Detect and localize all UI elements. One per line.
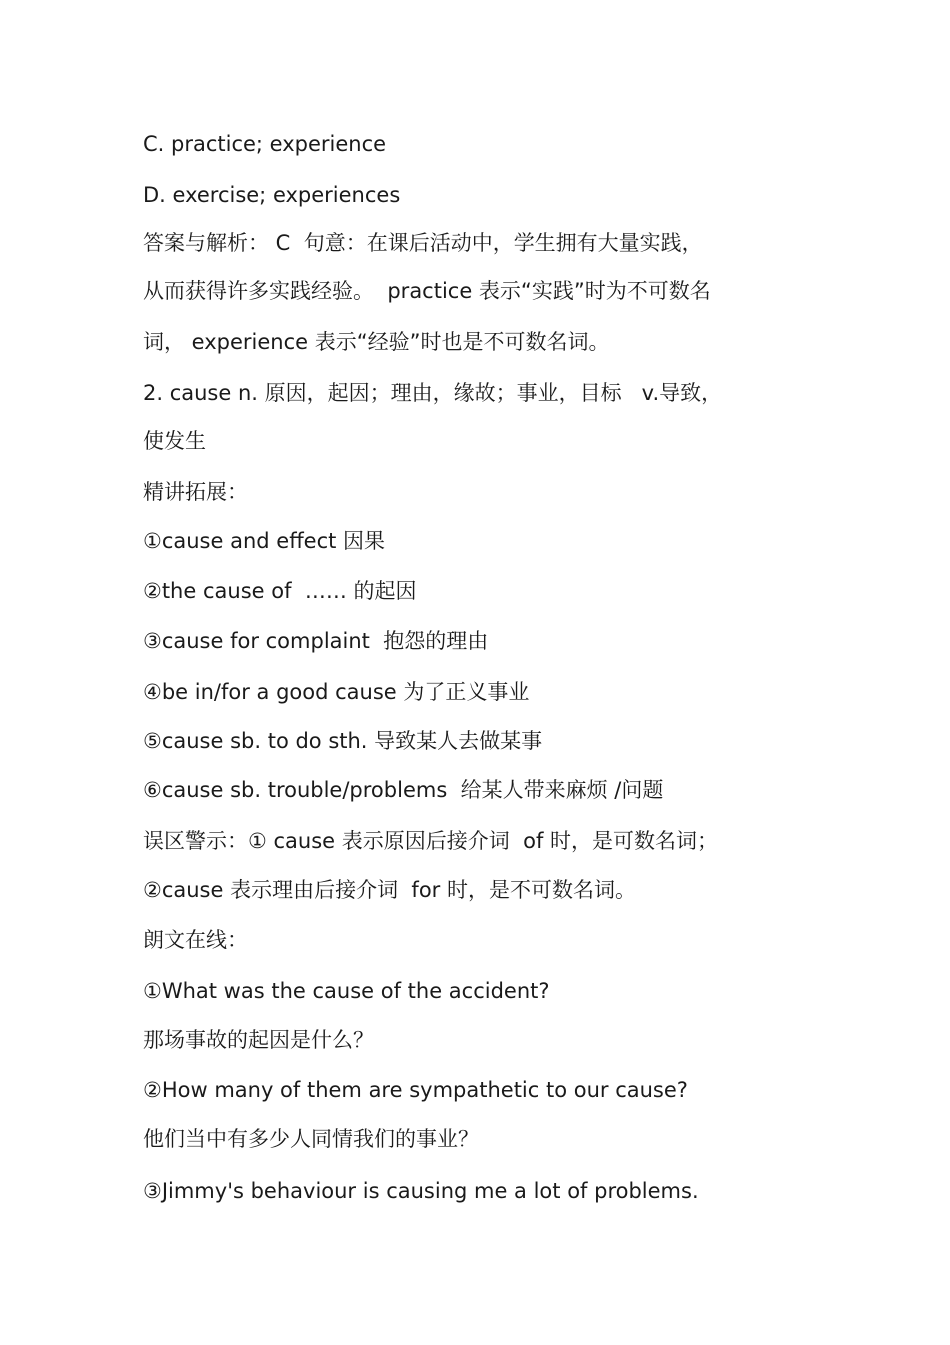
example-3-english: ③Jimmy's behaviour is causing me a lot of problems. (143, 1179, 699, 1203)
option-d: D. exercise; experiences (143, 183, 401, 207)
section-label-extension: 精讲拓展： (143, 480, 248, 504)
phrase-item-4: ④be in/for a good cause 为了正义事业 (143, 680, 530, 704)
phrase-item-6: ⑥cause sb. trouble/problems 给某人带来麻烦 /问题 (143, 778, 664, 802)
phrase-item-3: ③cause for complaint 抱怨的理由 (143, 629, 489, 653)
answer-explanation-line-1: 答案与解析： C 句意：在课后活动中，学生拥有大量实践， (143, 231, 703, 255)
example-2-chinese: 他们当中有多少人同情我们的事业？ (143, 1127, 479, 1151)
section-label-longman: 朗文在线： (143, 928, 248, 952)
example-1-english: ①What was the cause of the accident? (143, 979, 550, 1003)
option-c: C. practice; experience (143, 132, 387, 156)
phrase-item-1: ①cause and effect 因果 (143, 529, 386, 553)
phrase-item-5: ⑤cause sb. to do sth. 导致某人去做某事 (143, 729, 543, 753)
vocab-heading-cause-cont: 使发生 (143, 429, 206, 453)
warning-line-2: ②cause 表示理由后接介词 for 时，是不可数名词。 (143, 878, 636, 902)
answer-explanation-line-2: 从而获得许多实践经验。 practice 表示“实践”时为不可数名 (143, 279, 711, 303)
vocab-heading-cause: 2. cause n. 原因，起因；理由，缘故；事业，目标 v.导致， (143, 381, 723, 405)
warning-line-1: 误区警示：① cause 表示原因后接介词 of 时，是可数名词； (143, 829, 719, 853)
phrase-item-2: ②the cause of …… 的起因 (143, 579, 417, 603)
example-1-chinese: 那场事故的起因是什么？ (143, 1028, 374, 1052)
example-2-english: ②How many of them are sympathetic to our cause? (143, 1078, 688, 1102)
answer-explanation-line-3: 词， experience 表示“经验”时也是不可数名词。 (143, 330, 610, 354)
